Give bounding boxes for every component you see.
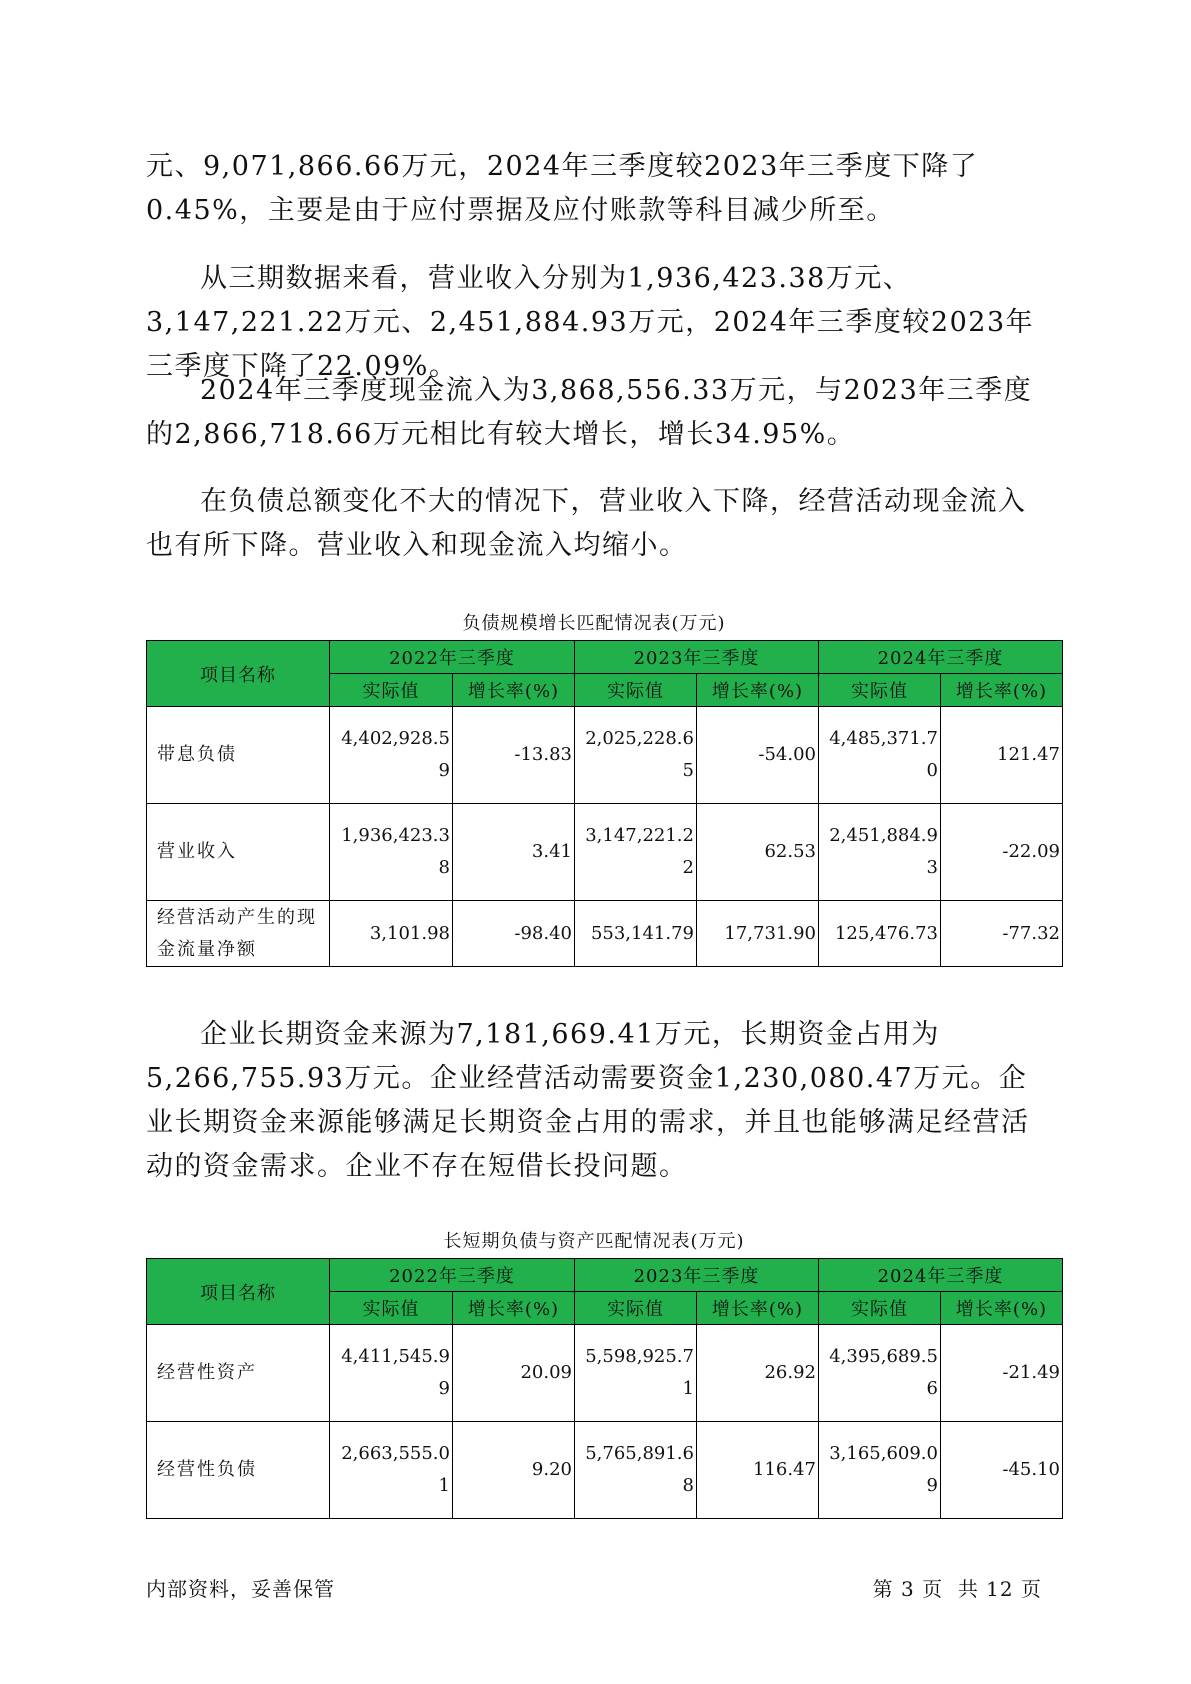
header-period-2023: 2023年三季度 [575, 641, 819, 674]
header-period-2022: 2022年三季度 [330, 641, 575, 674]
row-label: 经营性负债 [147, 1422, 330, 1519]
cell-value: 3,147,221.22 [575, 804, 697, 901]
header-period-2024: 2024年三季度 [819, 1259, 1063, 1292]
table-row [147, 707, 1063, 804]
header-actual: 实际值 [575, 674, 697, 707]
cell-value: 2,025,228.65 [575, 707, 697, 804]
header-item-name: 项目名称 [147, 641, 330, 707]
cell-value: 4,485,371.70 [819, 707, 941, 804]
cell-value: 9.20 [453, 1422, 575, 1519]
header-growth: 增长率(%) [453, 1292, 575, 1325]
liability-scale-table [146, 640, 1063, 967]
cell-value: 5,765,891.68 [575, 1422, 697, 1519]
table-row [147, 901, 1063, 967]
cell-value: -13.83 [453, 707, 575, 804]
header-period-2023: 2023年三季度 [575, 1259, 819, 1292]
footer-page-number: 第 3 页 共 12 页 [872, 1577, 1042, 1601]
cell-value: 17,731.90 [697, 901, 819, 967]
cell-value: 4,395,689.56 [819, 1325, 941, 1422]
cell-value: -54.00 [697, 707, 819, 804]
row-label: 经营性资产 [147, 1325, 330, 1422]
cell-value: 2,451,884.93 [819, 804, 941, 901]
row-label: 经营活动产生的现金流量净额 [147, 901, 330, 967]
cell-value: 125,476.73 [819, 901, 941, 967]
header-item-name: 项目名称 [147, 1259, 330, 1325]
table2-caption: 长短期负债与资产匹配情况表(万元) [443, 1231, 745, 1252]
cell-value: 3,165,609.09 [819, 1422, 941, 1519]
table-row [147, 1325, 1063, 1422]
cell-value: -22.09 [941, 804, 1063, 901]
cell-value: 5,598,925.71 [575, 1325, 697, 1422]
paragraph-liabilities-cont: 元、9,071,866.66万元，2024年三季度较2023年三季度下降了0.45%，主要是由于应付票据及应付账款等科目减少所至。 [146, 151, 979, 226]
table-row [147, 804, 1063, 901]
paragraph-summary: 在负债总额变化不大的情况下，营业收入下降，经营活动现金流入也有所下降。营业收入和现金流入均缩小。 [146, 486, 1027, 561]
footer-confidential-note: 内部资料，妥善保管 [146, 1577, 335, 1601]
paragraph-cash-inflow: 2024年三季度现金流入为3,868,556.33万元，与2023年三季度的2,866,718.66万元相比有较大增长，增长34.95%。 [146, 375, 1033, 450]
cell-value: 4,411,545.99 [330, 1325, 453, 1422]
cell-value: 1,936,423.38 [330, 804, 453, 901]
header-actual: 实际值 [330, 674, 453, 707]
cell-value: 3,101.98 [330, 901, 453, 967]
header-growth: 增长率(%) [941, 674, 1063, 707]
header-period-2024: 2024年三季度 [819, 641, 1063, 674]
header-actual: 实际值 [819, 1292, 941, 1325]
row-label: 带息负债 [147, 707, 330, 804]
table1-caption: 负债规模增长匹配情况表(万元) [462, 613, 726, 634]
cell-value: -21.49 [941, 1325, 1063, 1422]
header-growth: 增长率(%) [697, 1292, 819, 1325]
header-actual: 实际值 [575, 1292, 697, 1325]
header-period-2022: 2022年三季度 [330, 1259, 575, 1292]
cell-value: 2,663,555.01 [330, 1422, 453, 1519]
cell-value: 116.47 [697, 1422, 819, 1519]
cell-value: 20.09 [453, 1325, 575, 1422]
cell-value: -77.32 [941, 901, 1063, 967]
asset-liability-match-table [146, 1258, 1063, 1519]
header-growth: 增长率(%) [697, 674, 819, 707]
cell-value: 26.92 [697, 1325, 819, 1422]
cell-value: 553,141.79 [575, 901, 697, 967]
header-actual: 实际值 [819, 674, 941, 707]
row-label: 营业收入 [147, 804, 330, 901]
cell-value: 4,402,928.59 [330, 707, 453, 804]
header-actual: 实际值 [330, 1292, 453, 1325]
header-growth: 增长率(%) [453, 674, 575, 707]
cell-value: -98.40 [453, 901, 575, 967]
table-row [147, 1422, 1063, 1519]
header-growth: 增长率(%) [941, 1292, 1063, 1325]
cell-value: 3.41 [453, 804, 575, 901]
cell-value: 62.53 [697, 804, 819, 901]
paragraph-long-term-funds: 企业长期资金来源为7,181,669.41万元，长期资金占用为5,266,755.93万元。企业经营活动需要资金1,230,080.47万元。企业长期资金来源能够满足长期资金占用的需求，并且也能够满足经营活动的资金需求。企业不存在短借长投问题。 [146, 1019, 1030, 1182]
cell-value: -45.10 [941, 1422, 1063, 1519]
cell-value: 121.47 [941, 707, 1063, 804]
paragraph-revenue: 从三期数据来看，营业收入分别为1,936,423.38万元、3,147,221.22万元、2,451,884.93万元，2024年三季度较2023年三季度下降了22.09%。 [146, 263, 1035, 382]
